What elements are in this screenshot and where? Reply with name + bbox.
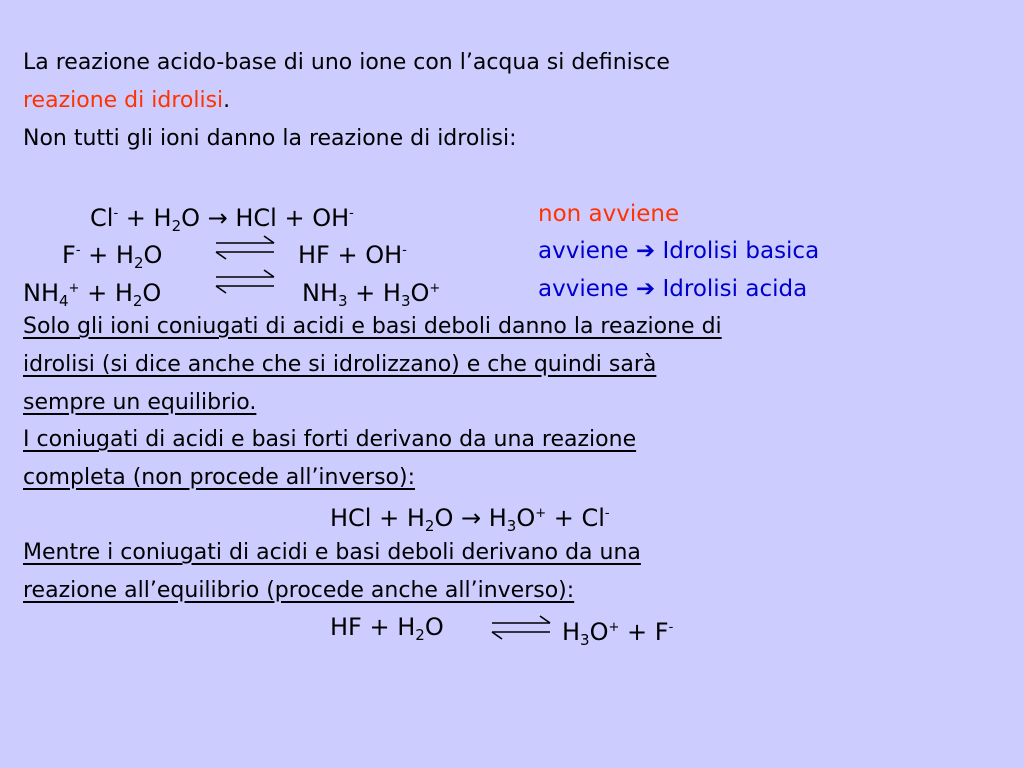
water-h: H [114, 279, 133, 307]
reactant: HCl [330, 504, 372, 532]
charge: - [668, 620, 674, 635]
product-2: Cl [581, 504, 605, 532]
water-h: H [153, 204, 172, 232]
water-h: H [397, 613, 416, 641]
para3-line-1: Mentre i coniugati di acidi e basi deboli derivano da una [23, 540, 641, 565]
charge: - [402, 243, 407, 258]
para2-line-1: I coniugati di acidi e basi forti derivano da una reazione [23, 427, 637, 452]
note-not-occurs: non avviene [538, 201, 680, 227]
right-arrow-icon: → [453, 504, 489, 532]
plus: + [619, 618, 655, 646]
equilibrium-arrows-icon [490, 612, 554, 644]
plus: + [329, 241, 366, 269]
plus: + [118, 204, 154, 232]
water-sub: 2 [415, 626, 425, 644]
product-o: O [410, 279, 430, 307]
water-o: O [434, 504, 454, 532]
intro-line-2 [23, 82, 230, 119]
note-acid-hydrolysis [538, 271, 807, 308]
reactant-ion: Cl [90, 204, 114, 232]
product-sub: 3 [338, 292, 348, 310]
product-sub: 3 [580, 631, 590, 649]
charge: + [535, 506, 547, 521]
para1-line-1: Solo gli ioni coniugati di acidi e basi deboli danno la reazione di [23, 314, 722, 339]
para2-line-2: completa (non procede all’inverso): [23, 465, 416, 490]
product-1: HF [298, 241, 330, 269]
equation-weak-left [330, 609, 444, 654]
note-text: Idrolisi acida [662, 276, 808, 302]
product-1: HCl [235, 204, 277, 232]
reactant: HF [330, 613, 362, 641]
note-prefix: avviene [538, 276, 629, 302]
para3-line-2: reazione all’equilibrio (procede anche all’inverso): [23, 578, 575, 603]
product-1: NH [302, 279, 338, 307]
water-h: H [115, 241, 134, 269]
water-sub: 2 [133, 254, 144, 272]
charge: + [429, 281, 441, 296]
water-sub: 2 [424, 517, 435, 535]
charge: - [113, 206, 119, 221]
term-hydrolysis: reazione di idrolisi [23, 88, 224, 113]
water-h: H [406, 504, 425, 532]
reactant-sub: 4 [59, 292, 69, 310]
note-prefix: avviene [538, 238, 629, 264]
water-o: O [181, 204, 200, 232]
bold-arrow-icon: ➔ [628, 238, 663, 264]
right-arrow-icon: → [200, 204, 236, 232]
product-sub: 3 [506, 517, 517, 535]
product-sub: 3 [400, 292, 411, 310]
bold-arrow-icon: ➔ [628, 276, 663, 302]
plus: + [546, 504, 582, 532]
equilibrium-arrows-icon [214, 232, 278, 264]
reactant-ion: NH [23, 279, 59, 307]
product-2: OH [365, 241, 403, 269]
plus: + [347, 279, 383, 307]
para1-line-3: sempre un equilibrio. [23, 390, 257, 415]
product-o: O [589, 618, 609, 646]
plus: + [371, 504, 407, 532]
product-2: OH [312, 204, 350, 232]
plus: + [79, 279, 115, 307]
water-o: O [424, 613, 444, 641]
charge: + [68, 281, 80, 296]
charge: - [349, 206, 354, 221]
product-o: O [516, 504, 536, 532]
water-o: O [143, 241, 163, 269]
product-2: H [382, 279, 401, 307]
charge: - [604, 506, 610, 521]
equilibrium-arrows-icon [214, 266, 278, 298]
product-1: H [562, 618, 581, 646]
note-basic-hydrolysis [538, 233, 819, 270]
reaction-fluoride-right [298, 232, 407, 274]
reactant-ion: F [62, 241, 76, 269]
note-text: Idrolisi basica [662, 238, 820, 264]
intro-period: . [223, 88, 231, 113]
charge: + [608, 620, 620, 635]
intro-line-3: Non tutti gli ioni danno la reazione di idrolisi: [23, 126, 517, 151]
water-sub: 2 [171, 217, 182, 235]
product-2: F [654, 618, 669, 646]
plus: + [80, 241, 116, 269]
intro-line-1: La reazione acido-base di uno ione con l’acqua si definisce [23, 50, 670, 75]
plus: + [361, 613, 398, 641]
charge: - [75, 243, 81, 258]
plus: + [276, 204, 313, 232]
para1-line-2: idrolisi (si dice anche che si idrolizzano) e che quindi sarà [23, 352, 657, 377]
water-sub: 2 [132, 292, 143, 310]
water-o: O [142, 279, 162, 307]
equation-weak-right [562, 609, 673, 659]
product-1: H [488, 504, 507, 532]
